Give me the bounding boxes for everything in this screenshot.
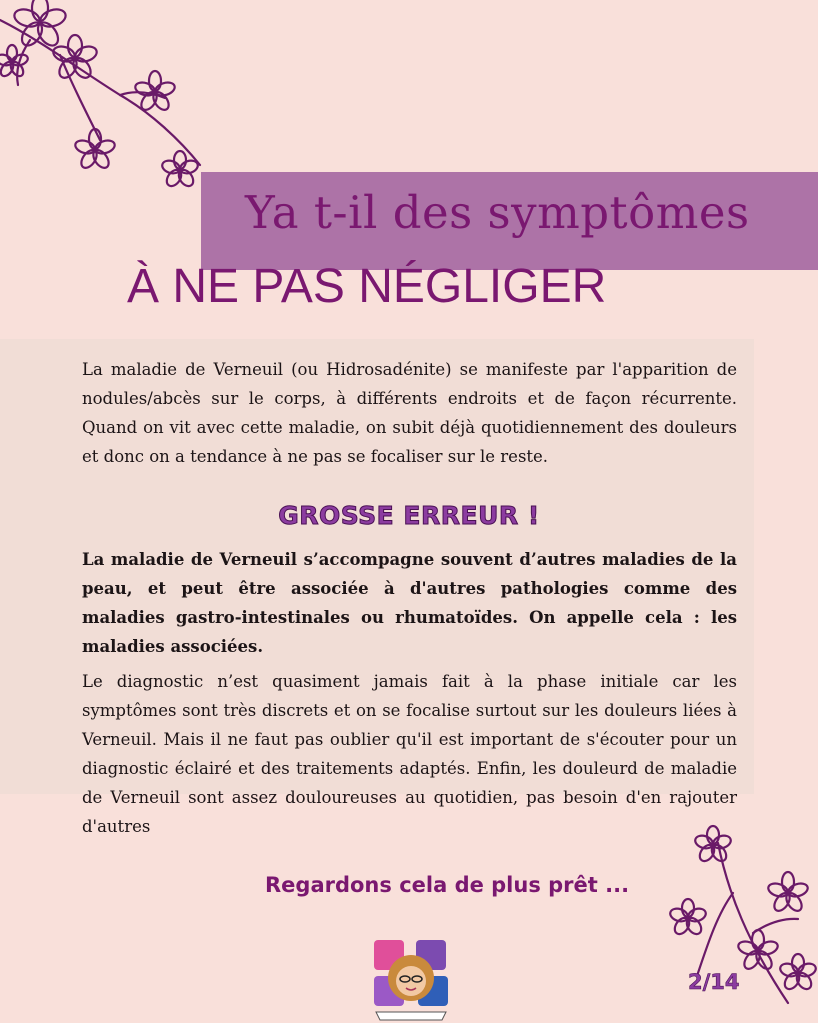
page-number: 2/14 — [688, 970, 740, 994]
page-title-line1: Ya t-il des symptômes — [245, 186, 750, 239]
puzzle-avatar-logo — [366, 938, 456, 1023]
error-heading: GROSSE ERREUR ! — [278, 501, 540, 530]
associated-diseases-paragraph: La maladie de Verneuil s’accompagne souvent d’autres maladies de la peau, et peut être associée à d'autres pathologies comme des maladies gastro-intestinales ou rhumatoïdes. On appelle cela : les maladies associées. — [82, 550, 737, 656]
closing-text: Regardons cela de plus prêt ... — [265, 873, 630, 897]
diagnostic-paragraph: Le diagnostic n’est quasiment jamais fait à la phase initiale car les symptômes sont très discrets et on se focalise surtout sur les douleurs liées à Verneuil. Mais il ne faut pas oublier qu'il est important de s'écouter pour un diagnostic éclairé et des traitements adaptés. Enfin, les douleurd de maladie de Verneuil sont assez douloureuses au quotidien, pas besoin d'en rajouter d'autres — [82, 672, 737, 836]
page-title-line2: À NE PAS NÉGLIGER — [127, 260, 607, 313]
intro-paragraph: La maladie de Verneuil (ou Hidrosadénite) se manifeste par l'apparition de nodules/abcès sur le corps, à différents endroits et de façon récurrente. Quand on vit avec cette maladie, on subit déjà quotidiennement des douleurs et donc on a tendance à ne pas se focaliser sur le reste. — [82, 360, 737, 466]
